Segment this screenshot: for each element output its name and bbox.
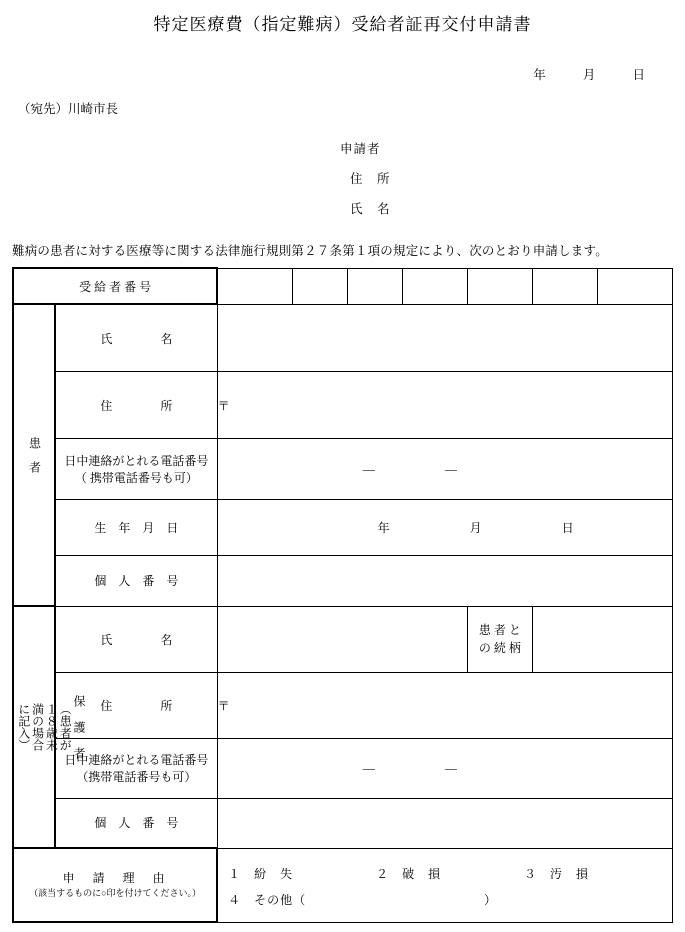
guardian-relation-label bbox=[467, 606, 532, 672]
guardian-group-label-line-2: （患者が bbox=[58, 703, 73, 751]
guardian-address-row bbox=[13, 672, 673, 738]
receipt-number-cell-4[interactable] bbox=[402, 268, 467, 304]
reason-option-3[interactable]: ３ 汚 損 bbox=[524, 866, 590, 881]
reason-label-cell bbox=[13, 848, 217, 922]
guardian-relation-label-line-1: 患 者 と bbox=[478, 623, 521, 638]
page-title: 特定医療費（指定難病）受給者証再交付申請書 bbox=[153, 15, 532, 34]
addressee: （宛先）川崎市長 bbox=[18, 102, 119, 116]
patient-birth-month: 月 bbox=[469, 521, 482, 536]
patient-phone-value[interactable] bbox=[217, 439, 672, 500]
date-day-label: 日 bbox=[632, 68, 645, 82]
reason-option-4[interactable]: ４ その他（ bbox=[228, 893, 307, 907]
guardian-phone-label-sub: （携帯電話番号も可） bbox=[76, 770, 197, 785]
guardian-mynumber-row bbox=[13, 798, 673, 848]
patient-group-label: 患 者 bbox=[13, 304, 55, 606]
patient-name-label: 氏 名 bbox=[55, 304, 217, 372]
patient-birth-year: 年 bbox=[377, 521, 390, 536]
reason-option-4-close: ） bbox=[484, 893, 498, 907]
guardian-mynumber-label: 個 人 番 号 bbox=[55, 798, 217, 848]
patient-phone-dash-1: — bbox=[362, 461, 375, 476]
guardian-group-label-line-3: １８歳未 bbox=[44, 703, 59, 751]
patient-mynumber-value[interactable] bbox=[217, 556, 672, 606]
guardian-address-value[interactable]: 〒 bbox=[217, 672, 672, 738]
receipt-number-cell-2[interactable] bbox=[292, 268, 347, 304]
date-line bbox=[0, 65, 685, 83]
guardian-mynumber-value[interactable] bbox=[217, 798, 672, 848]
guardian-group-label-line-4: 満の場合 bbox=[30, 703, 45, 751]
guardian-group-label-line-5: に記入） bbox=[16, 703, 31, 751]
guardian-group-label bbox=[13, 606, 86, 848]
patient-birth-value[interactable] bbox=[217, 499, 672, 555]
patient-phone-label: 日中連絡がとれる電話番号 bbox=[64, 454, 209, 469]
patient-name-row bbox=[13, 304, 673, 372]
guardian-relation-label-line-2: の 続 柄 bbox=[478, 641, 521, 656]
patient-mynumber-row bbox=[13, 556, 673, 606]
applicant-block bbox=[0, 139, 685, 217]
application-table bbox=[12, 267, 673, 923]
guardian-relation-value[interactable] bbox=[532, 606, 672, 672]
receipt-number-label: 受 給 者 番 号 bbox=[13, 268, 217, 304]
applicant-address-label: 住 所 bbox=[350, 172, 391, 186]
patient-phone-label-sub: （ 携帯電話番号も可） bbox=[74, 471, 198, 486]
receipt-number-cell-6[interactable] bbox=[532, 268, 597, 304]
receipt-number-cell-1[interactable] bbox=[217, 268, 292, 304]
patient-birth-day: 日 bbox=[561, 521, 574, 536]
applicant-name-label: 氏 名 bbox=[350, 202, 391, 216]
patient-mynumber-label: 個 人 番 号 bbox=[55, 556, 217, 606]
statement-text: 難病の患者に対する医療等に関する法律施行規則第２７条第１項の規定により、次のとおり申請します。 bbox=[12, 244, 608, 258]
guardian-phone-row bbox=[13, 738, 673, 798]
reason-note: （該当するものに○印を付けてください。） bbox=[29, 888, 202, 899]
guardian-group-label-line-1: 保 護 者 bbox=[71, 695, 86, 759]
patient-phone-label-cell bbox=[55, 439, 217, 500]
reason-label: 申 請 理 由 bbox=[62, 871, 168, 886]
reason-value[interactable] bbox=[217, 848, 672, 922]
patient-phone-row bbox=[13, 439, 673, 500]
receipt-number-row bbox=[13, 268, 673, 304]
guardian-phone-value[interactable] bbox=[217, 738, 672, 798]
reason-option-2[interactable]: ２ 破 損 bbox=[376, 866, 442, 881]
receipt-number-cell-5[interactable] bbox=[467, 268, 532, 304]
guardian-phone-dash-2: — bbox=[444, 760, 457, 775]
date-month-label: 月 bbox=[582, 68, 596, 82]
patient-birth-label: 生 年 月 日 bbox=[55, 499, 217, 555]
patient-address-label: 住 所 bbox=[55, 372, 217, 439]
guardian-phone-dash-1: — bbox=[362, 760, 375, 775]
guardian-address-label: 住 所 bbox=[55, 672, 217, 738]
applicant-label: 申請者 bbox=[340, 142, 381, 156]
patient-name-value[interactable] bbox=[217, 304, 672, 372]
patient-address-value[interactable]: 〒 bbox=[217, 372, 672, 439]
guardian-phone-label: 日中連絡がとれる電話番号 bbox=[64, 753, 209, 768]
guardian-name-value[interactable] bbox=[217, 606, 467, 672]
receipt-number-cell-7[interactable] bbox=[597, 268, 672, 304]
receipt-number-cell-3[interactable] bbox=[347, 268, 402, 304]
patient-address-row bbox=[13, 372, 673, 439]
document-page bbox=[0, 10, 685, 932]
patient-phone-dash-2: — bbox=[444, 461, 457, 476]
guardian-name-row bbox=[13, 606, 673, 672]
guardian-name-label: 氏 名 bbox=[55, 606, 217, 672]
patient-birth-row bbox=[13, 499, 673, 555]
date-year-label: 年 bbox=[533, 68, 546, 82]
reason-row bbox=[13, 848, 673, 922]
reason-option-1[interactable]: １ 紛 失 bbox=[228, 866, 294, 881]
